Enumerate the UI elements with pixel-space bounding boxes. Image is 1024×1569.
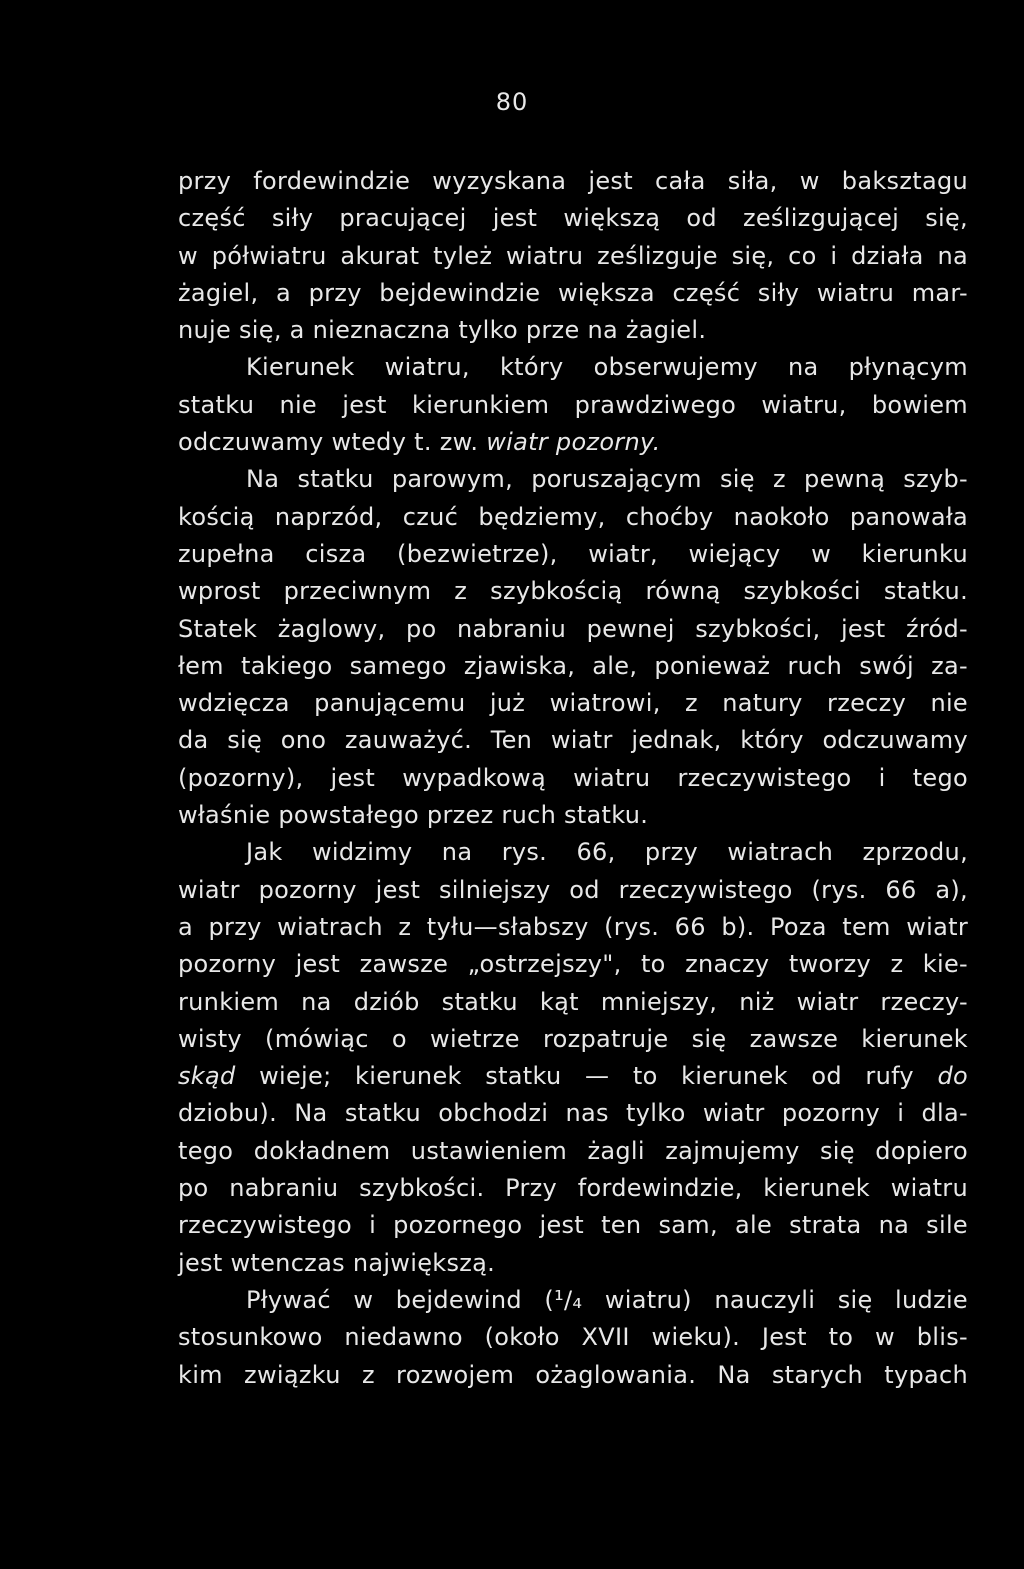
- text-line: [178, 611, 968, 648]
- line-text: właśnie powstałego przez ruch statku.: [178, 801, 649, 830]
- line-text: wdzięcza panującemu już wiatrowi, z natury rzeczy nie: [178, 689, 968, 718]
- text-line: [178, 1207, 968, 1244]
- line-text: statku nie jest kierunkiem prawdziwego wiatru, bowiem: [178, 390, 968, 419]
- line-text: Jak widzimy na rys. 66, przy wiatrach zprzodu,: [246, 838, 968, 867]
- line-text: odczuwamy wtedy t. zw.: [178, 428, 487, 457]
- text-line: [178, 722, 968, 759]
- text-line: [178, 834, 968, 871]
- line-text: po nabraniu szybkości. Przy fordewindzie, kierunek wiatru: [178, 1174, 968, 1203]
- line-text: Statek żaglowy, po nabraniu pewnej szybkości, jest źród-: [178, 614, 968, 643]
- line-text: część siły pracującej jest większą od ześlizgującej się,: [178, 204, 968, 233]
- line-text: pozorny jest zawsze „ostrzejszy", to znaczy tworzy z kie-: [178, 950, 968, 979]
- line-text: tego dokładnem ustawieniem żagli zajmujemy się dopiero: [178, 1136, 968, 1165]
- text-line: [178, 536, 968, 573]
- line-text: wieje; kierunek statku — to kierunek od rufy: [235, 1062, 938, 1091]
- line-text: rzeczywistego i pozornego jest ten sam, ale strata na sile: [178, 1211, 968, 1240]
- line-text: runkiem na dziób statku kąt mniejszy, niż wiatr rzeczy-: [178, 987, 968, 1016]
- line-text: kim związku z rozwojem ożaglowania. Na starych typach: [178, 1360, 968, 1389]
- line-text: kością naprzód, czuć będziemy, choćby naokoło panowała: [178, 502, 968, 531]
- text-line: [178, 1058, 968, 1095]
- text-line: [178, 685, 968, 722]
- italic-text: wiatr pozorny.: [486, 428, 661, 457]
- text-line: [178, 1357, 968, 1394]
- text-line: [178, 573, 968, 610]
- text-line: [178, 797, 968, 834]
- text-line: [178, 163, 968, 200]
- line-text: Kierunek wiatru, który obserwujemy na płynącym: [246, 353, 968, 382]
- line-text: Pływać w bejdewind (¹/₄ wiatru) nauczyli się ludzie: [246, 1285, 968, 1314]
- line-text: wprost przeciwnym z szybkością równą szybkości statku.: [178, 577, 968, 606]
- line-text: wiatr pozorny jest silniejszy od rzeczywistego (rys. 66 a),: [178, 875, 968, 904]
- text-line: [178, 1021, 968, 1058]
- text-line: [178, 238, 968, 275]
- text-line: [178, 1319, 968, 1356]
- text-line: [178, 946, 968, 983]
- line-text: a przy wiatrach z tyłu—słabszy (rys. 66 b). Poza tem wiatr: [178, 912, 968, 941]
- text-line: [178, 200, 968, 237]
- line-text: Na statku parowym, poruszającym się z pewną szyb-: [246, 465, 968, 494]
- italic-text: do: [937, 1062, 968, 1091]
- line-text: dziobu). Na statku obchodzi nas tylko wiatr pozorny i dla-: [178, 1099, 968, 1128]
- text-line: [178, 1133, 968, 1170]
- text-line: [178, 1282, 968, 1319]
- line-text: jest wtenczas największą.: [178, 1248, 496, 1277]
- line-text: łem takiego samego zjawiska, ale, ponieważ ruch swój za-: [178, 651, 968, 680]
- line-text: nuje się, a nieznaczna tylko prze na żagiel.: [178, 316, 707, 345]
- text-line: [178, 872, 968, 909]
- text-line: [178, 648, 968, 685]
- line-text: żagiel, a przy bejdewindzie większa część siły wiatru mar-: [178, 278, 968, 307]
- line-text: (pozorny), jest wypadkową wiatru rzeczywistego i tego: [178, 763, 968, 792]
- text-line: [178, 1095, 968, 1132]
- text-line: [178, 909, 968, 946]
- text-line: [178, 1245, 968, 1282]
- text-line: [178, 424, 968, 461]
- line-text: w półwiatru akurat tyleż wiatru ześlizguje się, co i działa na: [178, 241, 968, 270]
- line-text: przy fordewindzie wyzyskana jest cała siła, w baksztagu: [178, 167, 968, 195]
- page-number: 80: [495, 88, 529, 116]
- text-line: [178, 312, 968, 349]
- text-line: [178, 499, 968, 536]
- line-text: zupełna cisza (bezwietrze), wiatr, wiejący w kierunku: [178, 539, 968, 568]
- text-line: [178, 461, 968, 498]
- text-line: [178, 387, 968, 424]
- italic-text: skąd: [178, 1062, 236, 1091]
- body-text: [178, 163, 968, 1394]
- text-line: [178, 984, 968, 1021]
- text-line: [178, 1170, 968, 1207]
- text-line: [178, 349, 968, 386]
- line-text: wisty (mówiąc o wietrze rozpatruje się zawsze kierunek: [178, 1024, 968, 1053]
- text-line: [178, 275, 968, 312]
- line-text: da się ono zauważyć. Ten wiatr jednak, który odczuwamy: [178, 726, 968, 755]
- line-text: stosunkowo niedawno (około XVII wieku). Jest to w blis-: [178, 1323, 968, 1352]
- text-line: [178, 760, 968, 797]
